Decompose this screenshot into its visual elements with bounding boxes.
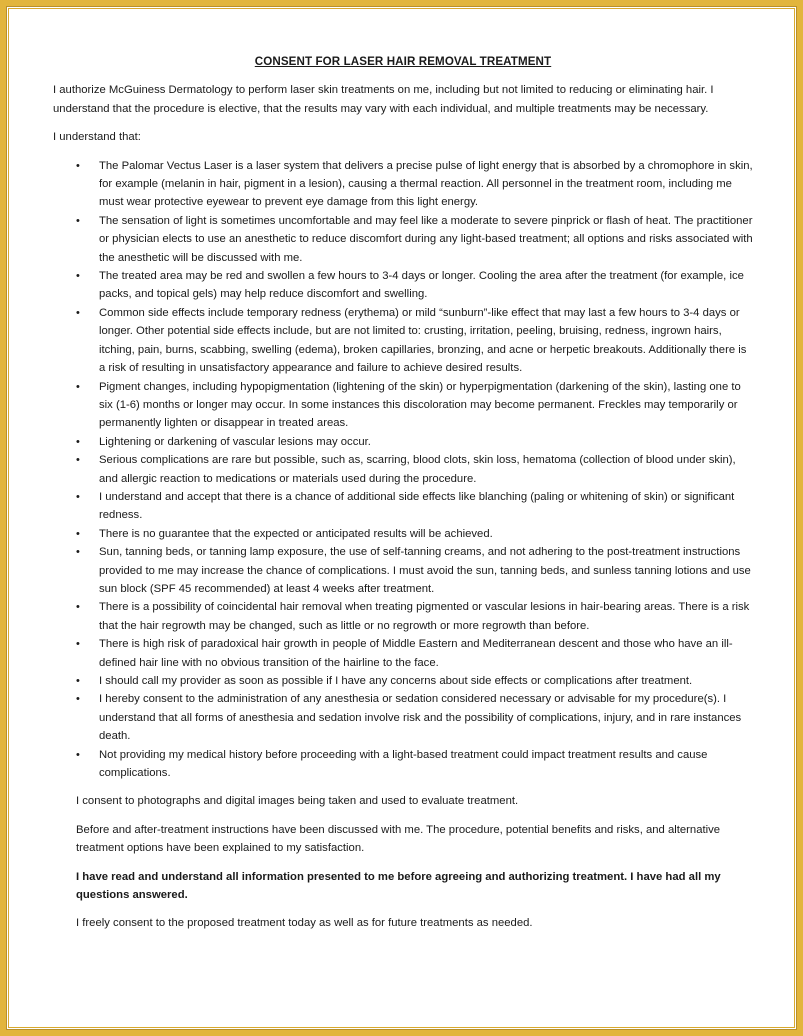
bullet-icon: •: [76, 270, 80, 283]
list-item: [76, 543, 753, 598]
list-item: [76, 267, 753, 304]
bullet-icon: •: [76, 546, 80, 559]
bullet-icon: •: [76, 490, 80, 503]
risk-list: [53, 157, 753, 783]
list-item: [76, 746, 753, 783]
bullet-icon: •: [76, 380, 80, 393]
list-item-text: There is no guarantee that the expected or anticipated results will be achieved.: [99, 527, 493, 540]
free-consent-paragraph: I freely consent to the proposed treatment today as well as for future treatments as needed.: [76, 917, 533, 930]
list-item: [76, 212, 753, 267]
bullet-icon: •: [76, 214, 80, 227]
list-item-text: Lightening or darkening of vascular lesions may occur.: [99, 435, 371, 448]
bullet-icon: •: [76, 159, 80, 172]
intro-paragraph: I authorize McGuiness Dermatology to perform laser skin treatments on me, including but not limited to reducing or eliminating hair. I understand that the procedure is elective, that the results may vary with each individual, and multiple treatments may be necessary.: [53, 84, 714, 115]
list-item: [76, 488, 753, 525]
list-item: [76, 378, 753, 433]
list-item: [76, 433, 753, 451]
list-item-text: I should call my provider as soon as possible if I have any concerns about side effects or complications after treatment.: [99, 675, 693, 687]
photo-consent-paragraph: I consent to photographs and digital images being taken and used to evaluate treatment.: [76, 795, 519, 808]
consent-document: [53, 53, 753, 943]
list-item: [76, 672, 753, 690]
list-item: [76, 451, 753, 488]
list-item: [76, 157, 753, 212]
bullet-icon: •: [76, 435, 80, 448]
bullet-icon: •: [76, 638, 80, 651]
list-item: [76, 525, 753, 543]
list-item-text: There is a possibility of coincidental hair removal when treating pigmented or vascular lesions in hair-bearing areas. There is a risk that the hair regrowth may be changed, such as little or no regrowth or more regrowth than before.: [99, 601, 750, 632]
list-item: [76, 598, 753, 635]
list-item: [76, 690, 753, 745]
list-item-text: Serious complications are rare but possible, such as, scarring, blood clots, skin loss, hematoma (collection of blood under skin), and allergic reaction to medications or materials used during the procedure.: [99, 454, 736, 485]
bullet-icon: •: [76, 675, 80, 687]
list-item-text: Pigment changes, including hypopigmentation (lightening of the skin) or hyperpigmentation (darkening of the skin), lasting one to six (1-6) months or longer may occur. In some instances this discoloration may become permanent. Freckles may temporarily or permanently lighten or disappear in treated areas.: [99, 380, 741, 430]
list-item: [76, 304, 753, 378]
bullet-icon: •: [76, 454, 80, 467]
list-item-text: Not providing my medical history before proceeding with a light-based treatment could impact treatment results and cause complications.: [99, 748, 708, 780]
list-item-text: I understand and accept that there is a chance of additional side effects like blanching (paling or whitening of skin) or significant redness.: [99, 490, 735, 522]
instructions-discussed-paragraph: Before and after-treatment instructions have been discussed with me. The procedure, potential benefits and risks, and alternative treatment options have been explained to my satisfaction.: [76, 823, 721, 855]
bullet-icon: •: [76, 306, 80, 319]
list-item-text: The sensation of light is sometimes uncomfortable and may feel like a moderate to severe pinprick or flash of heat. The practitioner or physician elects to use an anesthetic to reduce discomfort during any light-based treatment; all options and risks associated with the anesthetic will be discussed with me.: [99, 214, 753, 264]
list-item-text: The treated area may be red and swollen a few hours to 3-4 days or longer. Cooling the area after the treatment (for example, ice packs, and topical gels) may help reduce discomfort and swelling.: [99, 270, 744, 301]
bullet-icon: •: [76, 748, 80, 761]
read-and-understand-paragraph: I have read and understand all information presented to me before agreeing and authorizing treatment. I have had all my questions answered.: [76, 870, 721, 902]
bullet-icon: •: [76, 693, 80, 706]
understand-heading: I understand that:: [53, 131, 141, 144]
list-item-text: Common side effects include temporary redness (erythema) or mild “sunburn”-like effect that may last a few hours to 3-4 days or longer. Other potential side effects include, but are not limited to: crusting, irritation, peeling, bruising, redness, ingrown hairs, itching, pain, burns, scabbing, swelling (edema), broken capillaries, bronzing, and acne or herpetic breakouts. Additionally there is a risk of resulting in unsatisfactory appearance and failure to achieve desired results.: [99, 306, 747, 375]
document-title: CONSENT FOR LASER HAIR REMOVAL TREATMENT: [254, 55, 552, 68]
list-item: [76, 635, 753, 672]
list-item-text: There is high risk of paradoxical hair growth in people of Middle Eastern and Mediterranean descent and those who have an ill-defined hair line with no obvious transition of the hairline to the face.: [99, 638, 733, 669]
bullet-icon: •: [76, 527, 80, 540]
list-item-text: Sun, tanning beds, or tanning lamp exposure, the use of self-tanning creams, and not adhering to the post-treatment instructions provided to me may increase the chance of complications. I must avoid the sun, tanning beds, and sunless tanning lotions and use sun block (SPF 45 recommended) at least 4 weeks after treatment.: [99, 546, 751, 595]
list-item-text: I hereby consent to the administration of any anesthesia or sedation considered necessary or advisable for my procedure(s). I understand that all forms of anesthesia and sedation involve risk and the possibility of complications, injury, and in rare instances death.: [99, 693, 742, 743]
list-item-text: The Palomar Vectus Laser is a laser system that delivers a precise pulse of light energy that is absorbed by a chromophore in skin, for example (melanin in hair, pigment in a lesion), causing a thermal reaction. All personnel in the treatment room, including me must wear protective eyewear to prevent eye damage from this light energy.: [99, 159, 753, 209]
bullet-icon: •: [76, 601, 80, 614]
